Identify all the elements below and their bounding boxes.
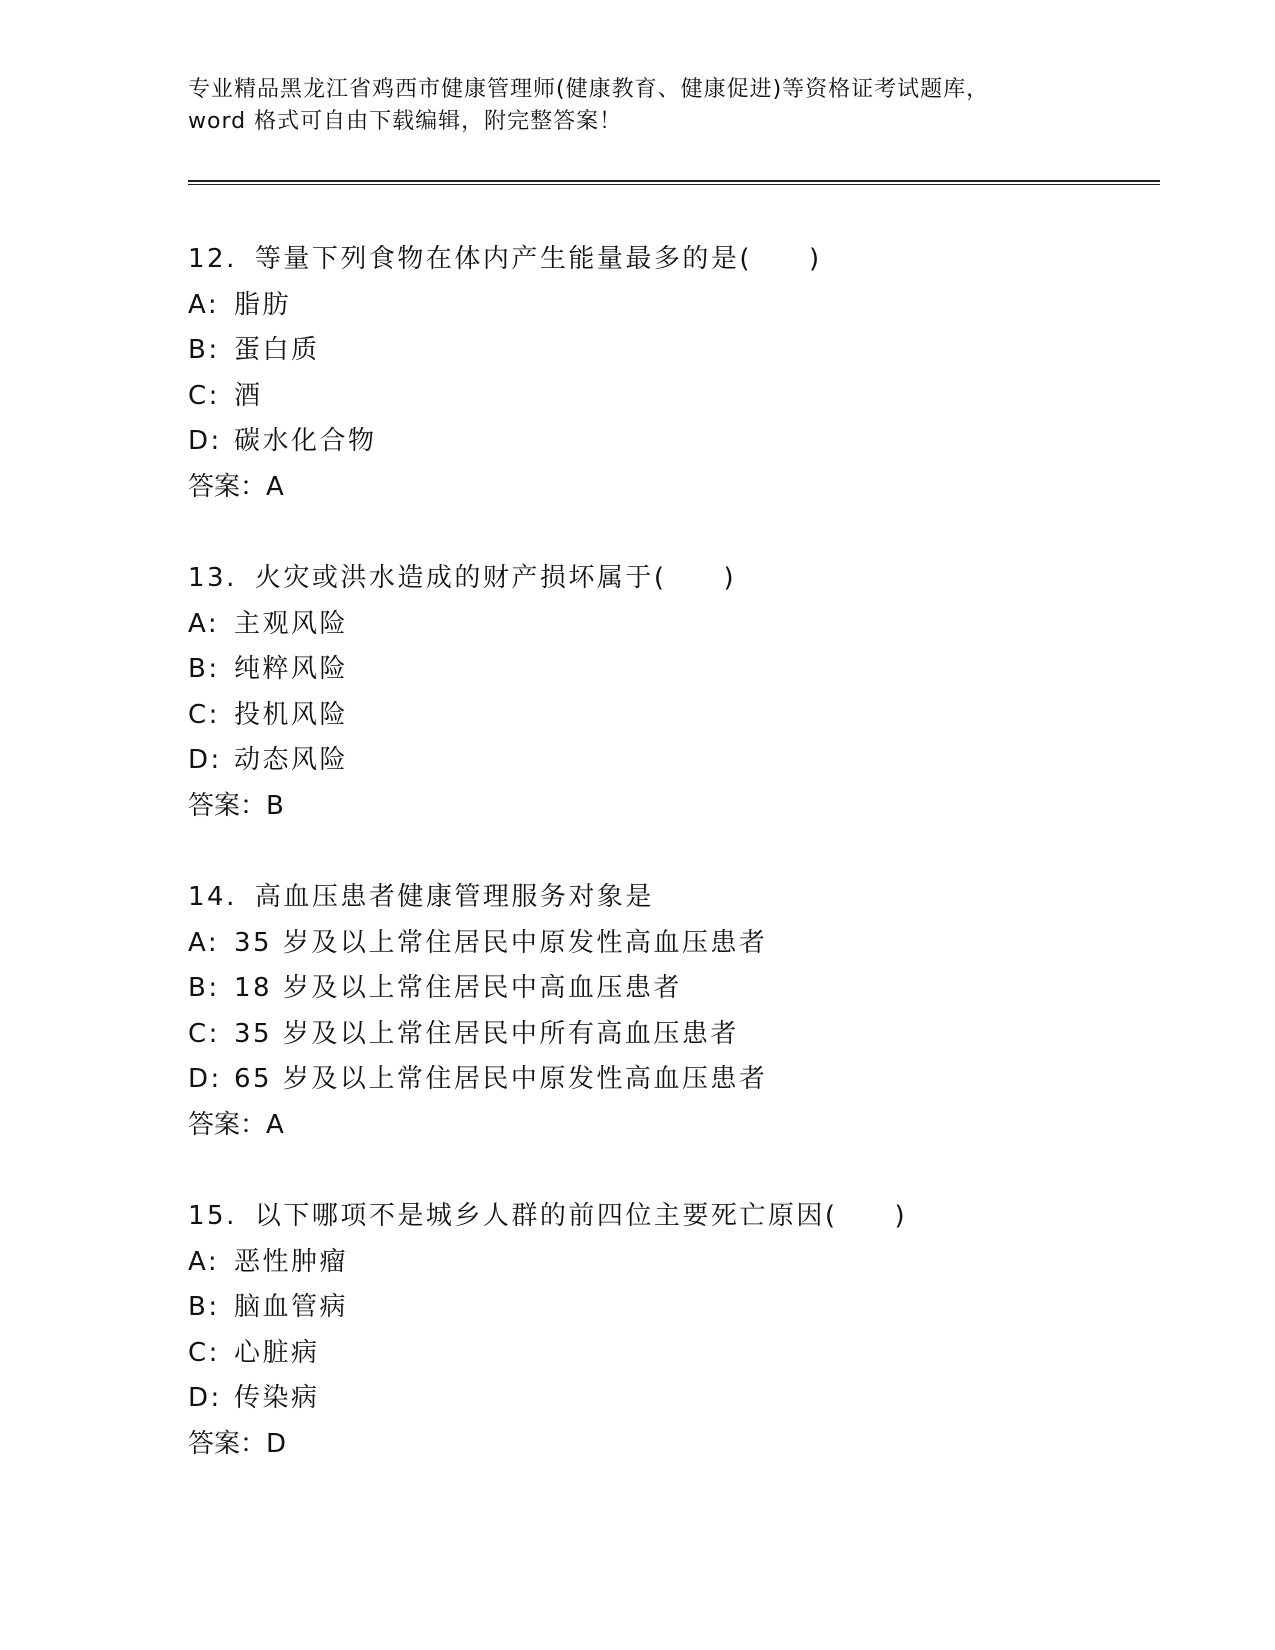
question-text: 火灾或洪水造成的财产损坏属于( ) xyxy=(254,563,737,593)
answer-value: A xyxy=(266,471,285,502)
question-number: 12. xyxy=(188,244,237,274)
option-letter: D: xyxy=(188,1064,222,1094)
question-14 xyxy=(188,875,1168,1148)
option-letter: C: xyxy=(188,1337,220,1368)
answer-value: D xyxy=(266,1428,288,1459)
header-divider-thin xyxy=(188,184,1160,185)
option-letter: A: xyxy=(188,1246,220,1277)
option-letter: D: xyxy=(188,745,222,775)
option-letter: A: xyxy=(188,608,220,639)
question-15 xyxy=(188,1194,1168,1467)
option-text: 35 岁及以上常住居民中所有高血压患者 xyxy=(234,1018,739,1049)
question-text: 高血压患者健康管理服务对象是 xyxy=(254,882,654,912)
option-text: 传染病 xyxy=(234,1383,320,1413)
option-text: 18 岁及以上常住居民中高血压患者 xyxy=(234,973,682,1003)
question-number: 13. xyxy=(188,563,237,593)
answer-line xyxy=(188,465,1168,511)
option-a xyxy=(188,921,1168,967)
question-13 xyxy=(188,556,1168,829)
option-a xyxy=(188,283,1168,329)
option-text: 心脏病 xyxy=(234,1337,320,1368)
option-text: 恶性肿瘤 xyxy=(234,1246,349,1277)
option-c xyxy=(188,1331,1168,1377)
answer-value: B xyxy=(266,790,285,821)
answer-label: 答案： xyxy=(188,471,267,502)
header-line-2: word 格式可自由下载编辑，附完整答案！ xyxy=(188,109,623,134)
option-letter: B: xyxy=(188,335,220,365)
option-text: 动态风险 xyxy=(234,745,349,775)
answer-label: 答案： xyxy=(188,1109,267,1140)
answer-value: A xyxy=(266,1109,285,1140)
option-letter: D: xyxy=(188,426,222,456)
answer-label: 答案： xyxy=(188,790,267,821)
option-text: 主观风险 xyxy=(234,608,349,639)
option-c xyxy=(188,693,1168,739)
header-line-1: 专业精品黑龙江省鸡西市健康管理师(健康教育、健康促进)等资格证考试题库， xyxy=(188,77,990,102)
option-text: 35 岁及以上常住居民中原发性高血压患者 xyxy=(234,927,768,958)
option-letter: B: xyxy=(188,654,220,684)
option-text: 碳水化合物 xyxy=(234,426,377,456)
option-b xyxy=(188,966,1168,1012)
question-12 xyxy=(188,237,1168,510)
option-letter: B: xyxy=(188,973,220,1003)
question-stem xyxy=(188,556,1168,602)
option-letter: C: xyxy=(188,380,220,411)
option-b xyxy=(188,647,1168,693)
option-letter: D: xyxy=(188,1383,222,1413)
option-a xyxy=(188,602,1168,648)
option-b xyxy=(188,328,1168,374)
question-text: 以下哪项不是城乡人群的前四位主要死亡原因( ) xyxy=(254,1201,908,1231)
option-letter: A: xyxy=(188,289,220,320)
option-b xyxy=(188,1285,1168,1331)
question-text: 等量下列食物在体内产生能量最多的是( ) xyxy=(254,244,822,274)
option-d xyxy=(188,1376,1168,1422)
option-letter: C: xyxy=(188,1018,220,1049)
answer-line xyxy=(188,1103,1168,1149)
option-letter: C: xyxy=(188,699,220,730)
header-divider-thick xyxy=(188,180,1160,182)
option-letter: A: xyxy=(188,927,220,958)
answer-line xyxy=(188,1422,1168,1468)
question-list xyxy=(188,237,1168,1513)
option-letter: B: xyxy=(188,1292,220,1322)
option-text: 脂肪 xyxy=(234,289,292,320)
option-d xyxy=(188,419,1168,465)
option-c xyxy=(188,374,1168,420)
question-stem xyxy=(188,1194,1168,1240)
option-text: 酒 xyxy=(234,380,263,411)
option-a xyxy=(188,1240,1168,1286)
answer-line xyxy=(188,784,1168,830)
document-header xyxy=(188,74,1088,138)
question-number: 14. xyxy=(188,882,237,912)
question-number: 15. xyxy=(188,1201,237,1231)
option-c xyxy=(188,1012,1168,1058)
question-stem xyxy=(188,237,1168,283)
option-text: 纯粹风险 xyxy=(234,654,349,684)
option-d xyxy=(188,738,1168,784)
option-d xyxy=(188,1057,1168,1103)
question-stem xyxy=(188,875,1168,921)
answer-label: 答案： xyxy=(188,1428,267,1459)
option-text: 脑血管病 xyxy=(234,1292,349,1322)
option-text: 投机风险 xyxy=(234,699,349,730)
option-text: 蛋白质 xyxy=(234,335,320,365)
option-text: 65 岁及以上常住居民中原发性高血压患者 xyxy=(234,1064,768,1094)
